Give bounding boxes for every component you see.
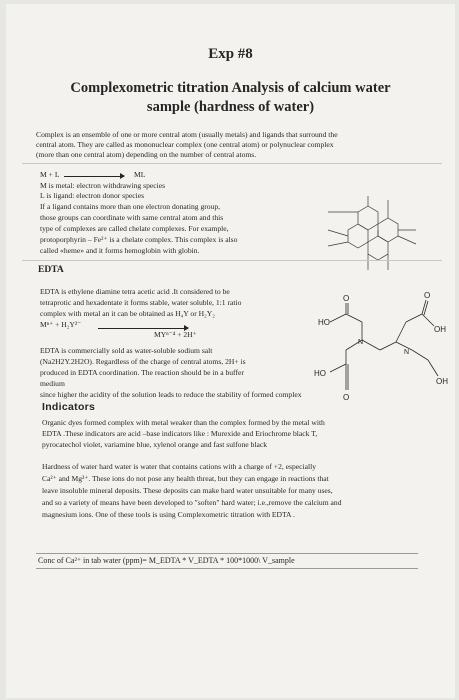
indicators-heading: Indicators [42, 401, 96, 413]
reaction2-arrow [98, 328, 188, 329]
definition-line-2: L is ligand: electron donor species [40, 191, 145, 200]
edta-line-2: tetraprotic and hexadentate it forms stable, water soluble, 1:1 ratio [40, 298, 242, 307]
edta-structure-diagram [306, 292, 451, 407]
hardness-line-1: Hardness of water hard water is water that contains cations with a charge of +2, especially [42, 462, 317, 471]
edta-label-o-1: O [343, 294, 350, 303]
definition-line-5: type of complexes are called chelate complexes. For example, [40, 224, 229, 233]
divider [22, 260, 442, 261]
edta-label-o-3: O [424, 292, 431, 300]
edta-line-5: (Na2H2Y.2H2O). Regardless of the charge of central atoms, 2H+ is [40, 357, 246, 366]
edta-label-ho-1: HO [318, 318, 330, 327]
edta-line-1: EDTA is ethylene diamine tetra acetic acid .It considered to be [40, 287, 230, 296]
edta-label-oh-2: OH [436, 377, 448, 386]
definition-line-4: those groups can coordinate with same central atom and this [40, 213, 224, 222]
experiment-number: Exp #8 [208, 46, 253, 62]
hardness-line-5: magnesium ions. One of these tools is using Complexometric titration with EDTA . [42, 510, 295, 519]
hardness-line-4: and so a variety of means have been developed to "soften" hard water; i.e.,remove the calcium and [42, 498, 342, 507]
reaction1-arrow [64, 176, 124, 177]
heme-structure-diagram [306, 190, 441, 278]
definition-line-3: If a ligand contains more than one electron donating group, [40, 202, 221, 211]
edta-line-6: produced in EDTA coordination. The reaction should be in a buffer [40, 368, 244, 377]
hardness-line-2: Ca²⁺ and Mg²⁺. These ions do not pose any health threat, but they can engage in reactions that [42, 474, 329, 483]
indicators-line-3: pyrocatechol violet, variamine blue, xylenol orange and fast sulfone black [42, 440, 267, 449]
edta-label-n-1: N [358, 339, 364, 346]
concentration-formula: Conc of Ca²⁺ in tab water (ppm)= M_EDTA * V_EDTA * 100*1000\ V_sample [36, 553, 418, 569]
intro-line-3: (more than one central atom) depending on the number of central atoms. [36, 150, 257, 159]
document-page [6, 4, 455, 698]
edta-line-7: medium [40, 379, 65, 388]
title-line-1: Complexometric titration Analysis of calcium water [70, 80, 391, 96]
intro-line-1: Complex is an ensemble of one or more central atom (usually metals) and ligands that surround the [36, 130, 338, 139]
title-line-2: sample (hardness of water) [146, 99, 315, 115]
divider [22, 163, 442, 164]
edta-label-n-2: N [404, 349, 410, 356]
edta-line-8: since higher the acidity of the solution leads to reduce the stability of formed complex [40, 390, 302, 399]
hardness-line-3: leave insoluble mineral deposits. These deposits can make hard water unsuitable for many uses, [42, 486, 333, 495]
reaction2-right: MYⁿ⁻⁴ + 2H⁺ [154, 330, 197, 339]
intro-line-2: central atom. They are called as mononuclear complex (one central atom) or polynuclear complex [36, 140, 334, 149]
definition-line-6: protoporphyrin – Fe²⁺ is a chelate complex. This complex is also [40, 235, 238, 244]
indicators-line-1: Organic dyes formed complex with metal weaker than the complex formed by the metal with [42, 418, 325, 427]
reaction1-left: M + L [40, 170, 60, 179]
edta-label-o-2: O [343, 393, 350, 402]
edta-line-4: EDTA is commercially sold as water-soluble sodium salt [40, 346, 213, 355]
reaction1-right: ML [134, 170, 146, 179]
reaction2-left: Mⁿ⁺ + H₂Y²⁻ [40, 320, 82, 329]
definition-line-1: M is metal: electron withdrawing species [40, 181, 166, 190]
edta-label-ho-2: HO [314, 369, 326, 378]
indicators-line-2: EDTA .These indicators are acid –base indicators like : Murexide and Eriochrome black T, [42, 429, 318, 438]
edta-label-oh-1: OH [434, 325, 446, 334]
definition-line-7: called «heme» and it forms hemoglobin with globin. [40, 246, 200, 255]
edta-heading: EDTA [38, 265, 64, 275]
edta-line-3: complex with metal an it can be obtained as H₄Y or H₂Y₂ [40, 309, 215, 318]
